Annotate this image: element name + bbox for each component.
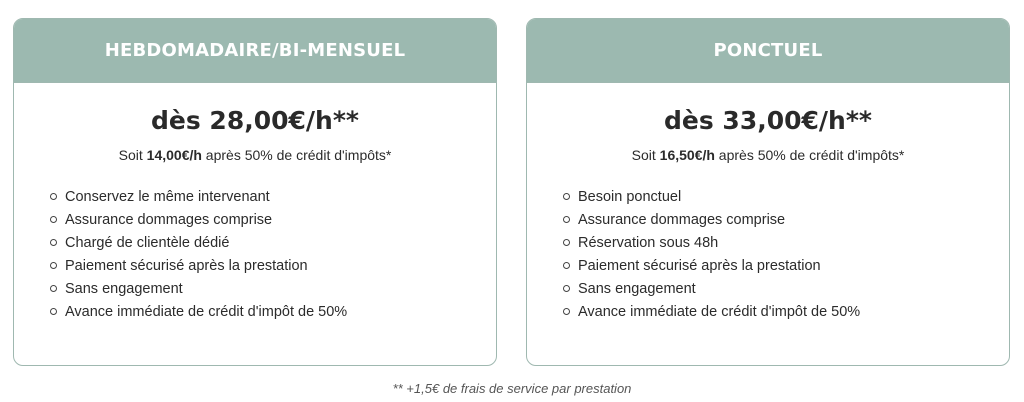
tax-credit-suffix: après 50% de crédit d'impôts* <box>714 147 905 163</box>
bullet-icon <box>50 239 57 246</box>
bullet-icon <box>50 285 57 292</box>
feature-text: Sans engagement <box>65 280 183 297</box>
feature-item <box>563 231 1009 254</box>
bullet-icon <box>563 216 570 223</box>
tax-credit-suffix: après 50% de crédit d'impôts* <box>201 147 392 163</box>
card-title: HEBDOMADAIRE/BI-MENSUEL <box>14 19 496 83</box>
tax-credit-prefix: Soit <box>118 147 147 163</box>
card-price <box>14 106 496 135</box>
feature-text: Chargé de clientèle dédié <box>65 234 230 251</box>
feature-text: Avance immédiate de crédit d'impôt de 50% <box>578 303 861 320</box>
feature-text: Paiement sécurisé après la prestation <box>578 257 821 274</box>
feature-item <box>563 185 1009 208</box>
feature-text: Besoin ponctuel <box>578 188 682 205</box>
feature-item <box>50 185 496 208</box>
tax-credit-prefix: Soit <box>631 147 660 163</box>
feature-item <box>563 277 1009 300</box>
bullet-icon <box>563 308 570 315</box>
feature-text: Paiement sécurisé après la prestation <box>65 257 308 274</box>
service-fee-footnote: ** +1,5€ de frais de service par prestation <box>392 381 632 396</box>
feature-list <box>50 185 496 323</box>
feature-item <box>50 254 496 277</box>
feature-item <box>563 254 1009 277</box>
feature-item <box>563 208 1009 231</box>
card-title: PONCTUEL <box>527 19 1009 83</box>
feature-item <box>50 277 496 300</box>
tax-credit-line <box>14 147 496 163</box>
feature-item <box>50 231 496 254</box>
price-text: dès 28,00€/h** <box>151 106 359 135</box>
bullet-icon <box>50 193 57 200</box>
price-text: dès 33,00€/h** <box>664 106 872 135</box>
feature-text: Assurance dommages comprise <box>578 211 786 228</box>
pricing-card-weekly <box>13 18 497 366</box>
bullet-icon <box>50 308 57 315</box>
feature-text: Avance immédiate de crédit d'impôt de 50% <box>65 303 348 320</box>
feature-text: Réservation sous 48h <box>578 234 719 251</box>
tax-credit-price: 16,50€/h <box>659 147 715 163</box>
feature-list <box>563 185 1009 323</box>
feature-item <box>50 300 496 323</box>
feature-text: Assurance dommages comprise <box>65 211 273 228</box>
bullet-icon <box>50 216 57 223</box>
bullet-icon <box>50 262 57 269</box>
feature-item <box>563 300 1009 323</box>
bullet-icon <box>563 239 570 246</box>
feature-text: Conservez le même intervenant <box>65 188 270 205</box>
card-price <box>527 106 1009 135</box>
tax-credit-line <box>527 147 1009 163</box>
bullet-icon <box>563 193 570 200</box>
bullet-icon <box>563 285 570 292</box>
pricing-card-oneoff <box>526 18 1010 366</box>
bullet-icon <box>563 262 570 269</box>
tax-credit-price: 14,00€/h <box>146 147 202 163</box>
feature-item <box>50 208 496 231</box>
feature-text: Sans engagement <box>578 280 696 297</box>
